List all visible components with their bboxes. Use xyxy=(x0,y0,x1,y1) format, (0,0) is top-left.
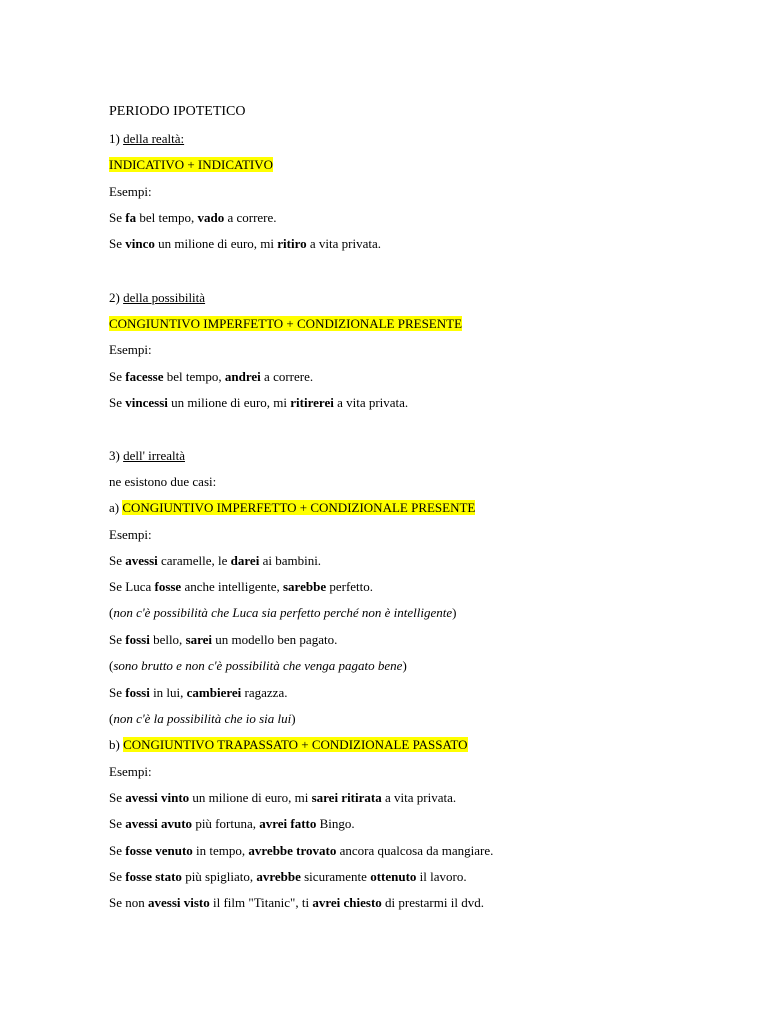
examples-label: Esempi: xyxy=(109,527,152,542)
formula-highlight: CONGIUNTIVO TRAPASSATO + CONDIZIONALE PASSATO xyxy=(123,737,468,752)
section-heading-text: della realtà: xyxy=(123,131,185,146)
case-a-formula xyxy=(109,499,475,517)
example-note: (sono brutto e non c'è possibilità che venga pagato bene) xyxy=(109,658,407,673)
section-heading-text: dell' irrealtà xyxy=(123,448,185,463)
section-1-heading xyxy=(109,130,184,148)
example-sentence: Se fa bel tempo, vado a correre. xyxy=(109,210,277,225)
section-number: 3) xyxy=(109,448,124,463)
section-1-formula xyxy=(109,156,273,174)
formula-highlight: CONGIUNTIVO IMPERFETTO + CONDIZIONALE PRESENTE xyxy=(122,500,476,515)
example-sentence: Se fossi bello, sarei un modello ben pagato. xyxy=(109,632,338,647)
example-sentence: Se fosse stato più spigliato, avrebbe sicuramente ottenuto il lavoro. xyxy=(109,869,467,884)
section-3-intro: ne esistono due casi: xyxy=(109,474,217,489)
example-sentence: Se avessi vinto un milione di euro, mi sarei ritirata a vita privata. xyxy=(109,790,457,805)
case-b-formula xyxy=(109,736,468,754)
example-sentence: Se facesse bel tempo, andrei a correre. xyxy=(109,369,314,384)
document-title: PERIODO IPOTETICO xyxy=(109,104,246,119)
example-sentence: Se vinco un milione di euro, mi ritiro a vita privata. xyxy=(109,236,381,251)
formula-highlight: INDICATIVO + INDICATIVO xyxy=(109,157,274,172)
examples-label: Esempi: xyxy=(109,764,152,779)
section-heading-text: della possibilità xyxy=(123,290,206,305)
section-2-formula xyxy=(109,315,462,333)
example-sentence: Se fosse venuto in tempo, avrebbe trovato ancora qualcosa da mangiare. xyxy=(109,843,494,858)
example-sentence: Se fossi in lui, cambierei ragazza. xyxy=(109,685,288,700)
section-3-heading xyxy=(109,447,185,465)
example-sentence: Se Luca fosse anche intelligente, sarebbe perfetto. xyxy=(109,579,374,594)
section-2-heading xyxy=(109,289,205,307)
case-prefix: b) xyxy=(109,737,124,752)
example-sentence: Se avessi caramelle, le darei ai bambini. xyxy=(109,553,322,568)
example-sentence: Se non avessi visto il film "Titanic", ti avrei chiesto di prestarmi il dvd. xyxy=(109,895,484,910)
example-note: (non c'è possibilità che Luca sia perfetto perché non è intelligente) xyxy=(109,605,457,620)
examples-label: Esempi: xyxy=(109,184,152,199)
example-note: (non c'è la possibilità che io sia lui) xyxy=(109,711,296,726)
example-sentence: Se avessi avuto più fortuna, avrei fatto Bingo. xyxy=(109,816,355,831)
examples-label: Esempi: xyxy=(109,342,152,357)
section-number: 2) xyxy=(109,290,124,305)
formula-highlight: CONGIUNTIVO IMPERFETTO + CONDIZIONALE PRESENTE xyxy=(109,316,463,331)
example-sentence: Se vincessi un milione di euro, mi ritirerei a vita privata. xyxy=(109,395,409,410)
case-prefix: a) xyxy=(109,500,123,515)
section-number: 1) xyxy=(109,131,124,146)
